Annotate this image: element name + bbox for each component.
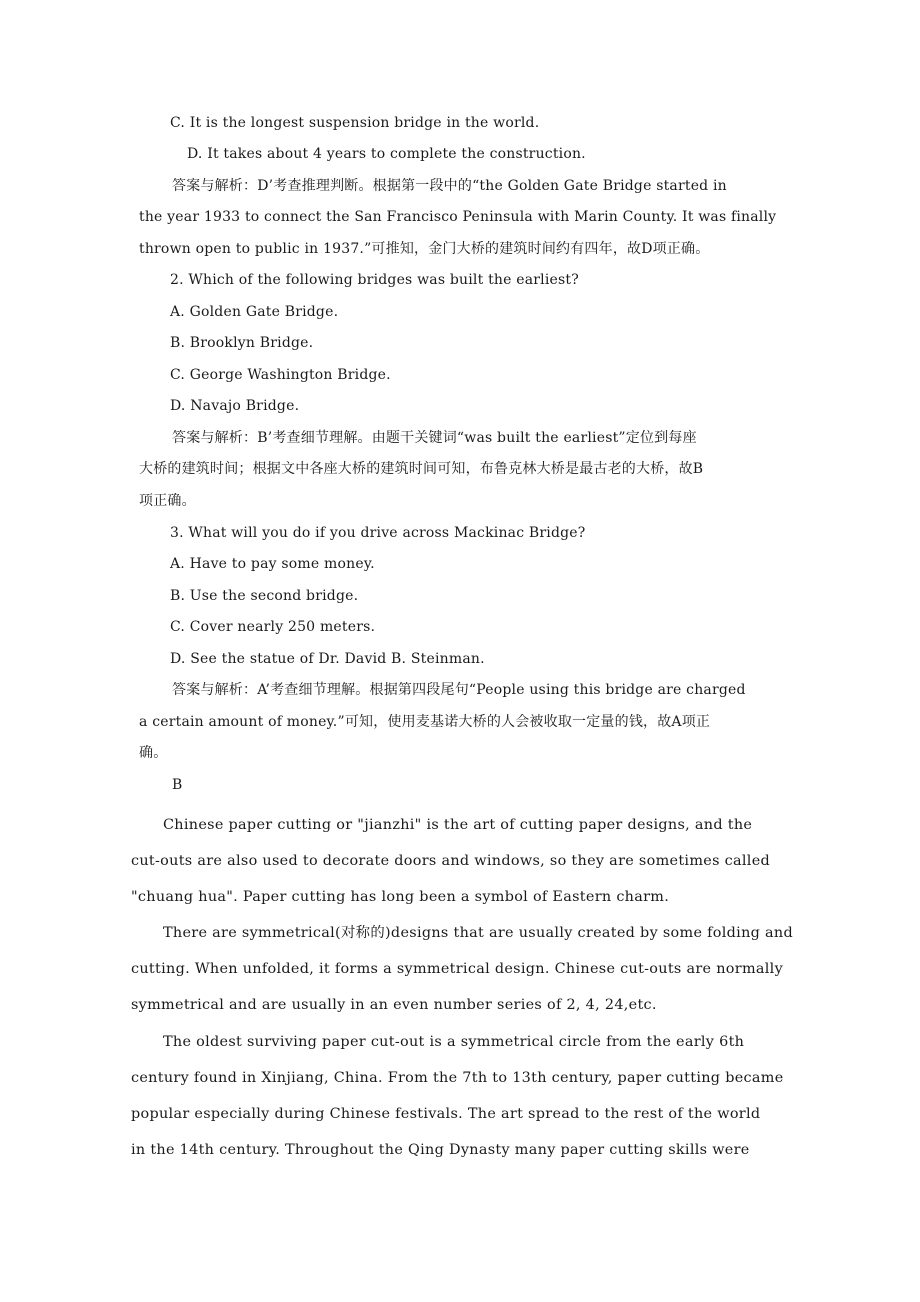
q3-answer-line: 确。 xyxy=(139,745,168,761)
q1-option-c: C. It is the longest suspension bridge in the world. xyxy=(170,115,540,131)
passage-line: The oldest surviving paper cut-out is a symmetrical circle from the early 6th xyxy=(163,1034,745,1050)
q1-answer-line: the year 1933 to connect the San Francisco Peninsula with Marin County. It was finally xyxy=(139,209,777,225)
q2-option-b: B. Brooklyn Bridge. xyxy=(170,335,314,351)
q3-answer-line: 答案与解析：A’考查细节理解。根据第四段尾句“People using this bridge are charged xyxy=(172,682,746,698)
q1-answer-line: 答案与解析：D’考查推理判断。根据第一段中的“the Golden Gate Bridge started in xyxy=(172,178,727,194)
q2-question: 2. Which of the following bridges was built the earliest? xyxy=(170,272,579,288)
q3-option-c: C. Cover nearly 250 meters. xyxy=(170,619,376,635)
q2-option-d: D. Navajo Bridge. xyxy=(170,398,300,414)
section-b-heading: B xyxy=(172,777,183,793)
q2-answer-line: 答案与解析：B’考查细节理解。由题干关键词“was built the earliest”定位到每座 xyxy=(172,430,697,446)
q3-option-a: A. Have to pay some money. xyxy=(170,556,375,572)
q1-option-d: D. It takes about 4 years to complete the construction. xyxy=(187,146,586,162)
q1-answer-line: thrown open to public in 1937.”可推知，金门大桥的建筑时间约有四年，故D项正确。 xyxy=(139,241,710,257)
passage-line: popular especially during Chinese festivals. The art spread to the rest of the world xyxy=(131,1106,761,1122)
passage-line: "chuang hua". Paper cutting has long been a symbol of Eastern charm. xyxy=(131,889,670,905)
q2-answer-line: 项正确。 xyxy=(139,493,196,509)
passage-line: in the 14th century. Throughout the Qing Dynasty many paper cutting skills were xyxy=(131,1142,750,1158)
passage-line: cut-outs are also used to decorate doors and windows, so they are sometimes called xyxy=(131,853,771,869)
passage-line: There are symmetrical(对称的)designs that are usually created by some folding and xyxy=(163,925,793,941)
passage-line: Chinese paper cutting or "jianzhi" is the art of cutting paper designs, and the xyxy=(163,817,753,833)
q3-question: 3. What will you do if you drive across Mackinac Bridge? xyxy=(170,525,586,541)
passage-line: cutting. When unfolded, it forms a symmetrical design. Chinese cut-outs are normally xyxy=(131,961,784,977)
passage-line: symmetrical and are usually in an even number series of 2, 4, 24,etc. xyxy=(131,997,657,1013)
q2-answer-line: 大桥的建筑时间；根据文中各座大桥的建筑时间可知，布鲁克林大桥是最古老的大桥，故B xyxy=(139,461,704,477)
q3-answer-line: a certain amount of money.”可知，使用麦基诺大桥的人会被收取一定量的钱，故A项正 xyxy=(139,714,711,730)
q2-option-a: A. Golden Gate Bridge. xyxy=(170,304,339,320)
q2-option-c: C. George Washington Bridge. xyxy=(170,367,391,383)
q3-option-d: D. See the statue of Dr. David B. Steinman. xyxy=(170,651,485,667)
passage-line: century found in Xinjiang, China. From the 7th to 13th century, paper cutting became xyxy=(131,1070,784,1086)
q3-option-b: B. Use the second bridge. xyxy=(170,588,359,604)
